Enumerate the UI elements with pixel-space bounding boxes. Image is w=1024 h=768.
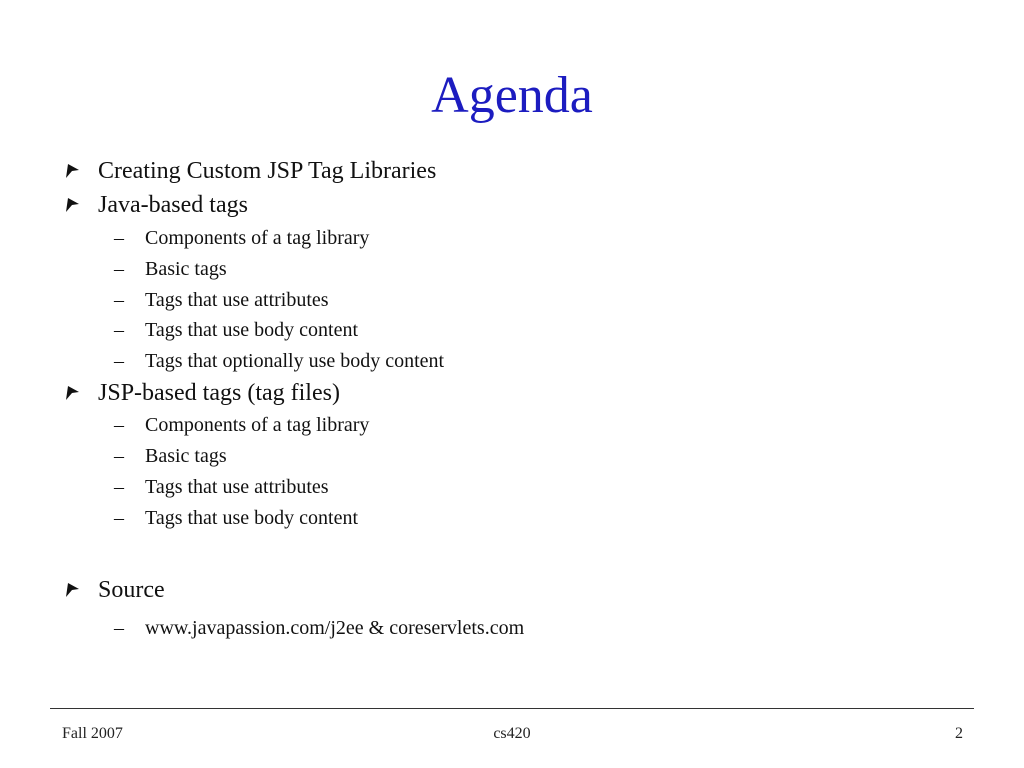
dash-marker: – <box>114 445 124 467</box>
sub-bullet-item <box>114 348 444 374</box>
flag-icon <box>64 378 98 401</box>
sub-bullet-text: Basic tags <box>145 445 227 467</box>
dash-marker: – <box>114 507 124 529</box>
sub-bullet-text: Tags that use body content <box>145 507 358 529</box>
sub-bullet-text: Components of a tag library <box>145 227 370 249</box>
sub-bullet-text: Tags that use attributes <box>145 289 329 311</box>
sub-bullet-text: Tags that use attributes <box>145 476 329 498</box>
footer-divider <box>50 708 974 709</box>
sub-bullet-item <box>114 443 227 469</box>
dash-marker: – <box>114 617 124 639</box>
flag-icon <box>64 190 98 213</box>
sub-bullet-item <box>114 287 329 313</box>
bullet-text: Java-based tags <box>98 192 248 218</box>
dash-marker: – <box>114 319 124 341</box>
bullet-item <box>64 156 436 186</box>
bullet-text: JSP-based tags (tag files) <box>98 380 340 406</box>
sub-bullet-text: Basic tags <box>145 258 227 280</box>
sub-bullet-item <box>114 505 358 531</box>
flag-icon <box>64 156 98 179</box>
footer-date: Fall 2007 <box>62 725 123 742</box>
dash-marker: – <box>114 227 124 249</box>
bullet-item <box>64 575 165 605</box>
sub-bullet-text: Components of a tag library <box>145 414 370 436</box>
sub-bullet-item <box>114 615 524 641</box>
dash-marker: – <box>114 476 124 498</box>
sub-bullet-item <box>114 256 227 282</box>
sub-bullet-item <box>114 317 358 343</box>
bullet-item <box>64 190 248 220</box>
dash-marker: – <box>114 289 124 311</box>
sub-bullet-item <box>114 412 369 438</box>
bullet-item <box>64 378 340 408</box>
footer-page-number: 2 <box>955 725 963 742</box>
footer-course: cs420 <box>493 725 531 742</box>
flag-icon <box>64 575 98 598</box>
bullet-text: Creating Custom JSP Tag Libraries <box>98 158 437 184</box>
dash-marker: – <box>114 258 124 280</box>
source-link-text: www.javapassion.com/j2ee & coreservlets.com <box>145 617 525 639</box>
slide-title: Agenda <box>431 67 593 124</box>
sub-bullet-item <box>114 474 329 500</box>
sub-bullet-item <box>114 225 369 251</box>
bullet-text: Source <box>98 577 165 603</box>
dash-marker: – <box>114 350 124 372</box>
sub-bullet-text: Tags that optionally use body content <box>145 350 445 372</box>
sub-bullet-text: Tags that use body content <box>145 319 358 341</box>
dash-marker: – <box>114 414 124 436</box>
